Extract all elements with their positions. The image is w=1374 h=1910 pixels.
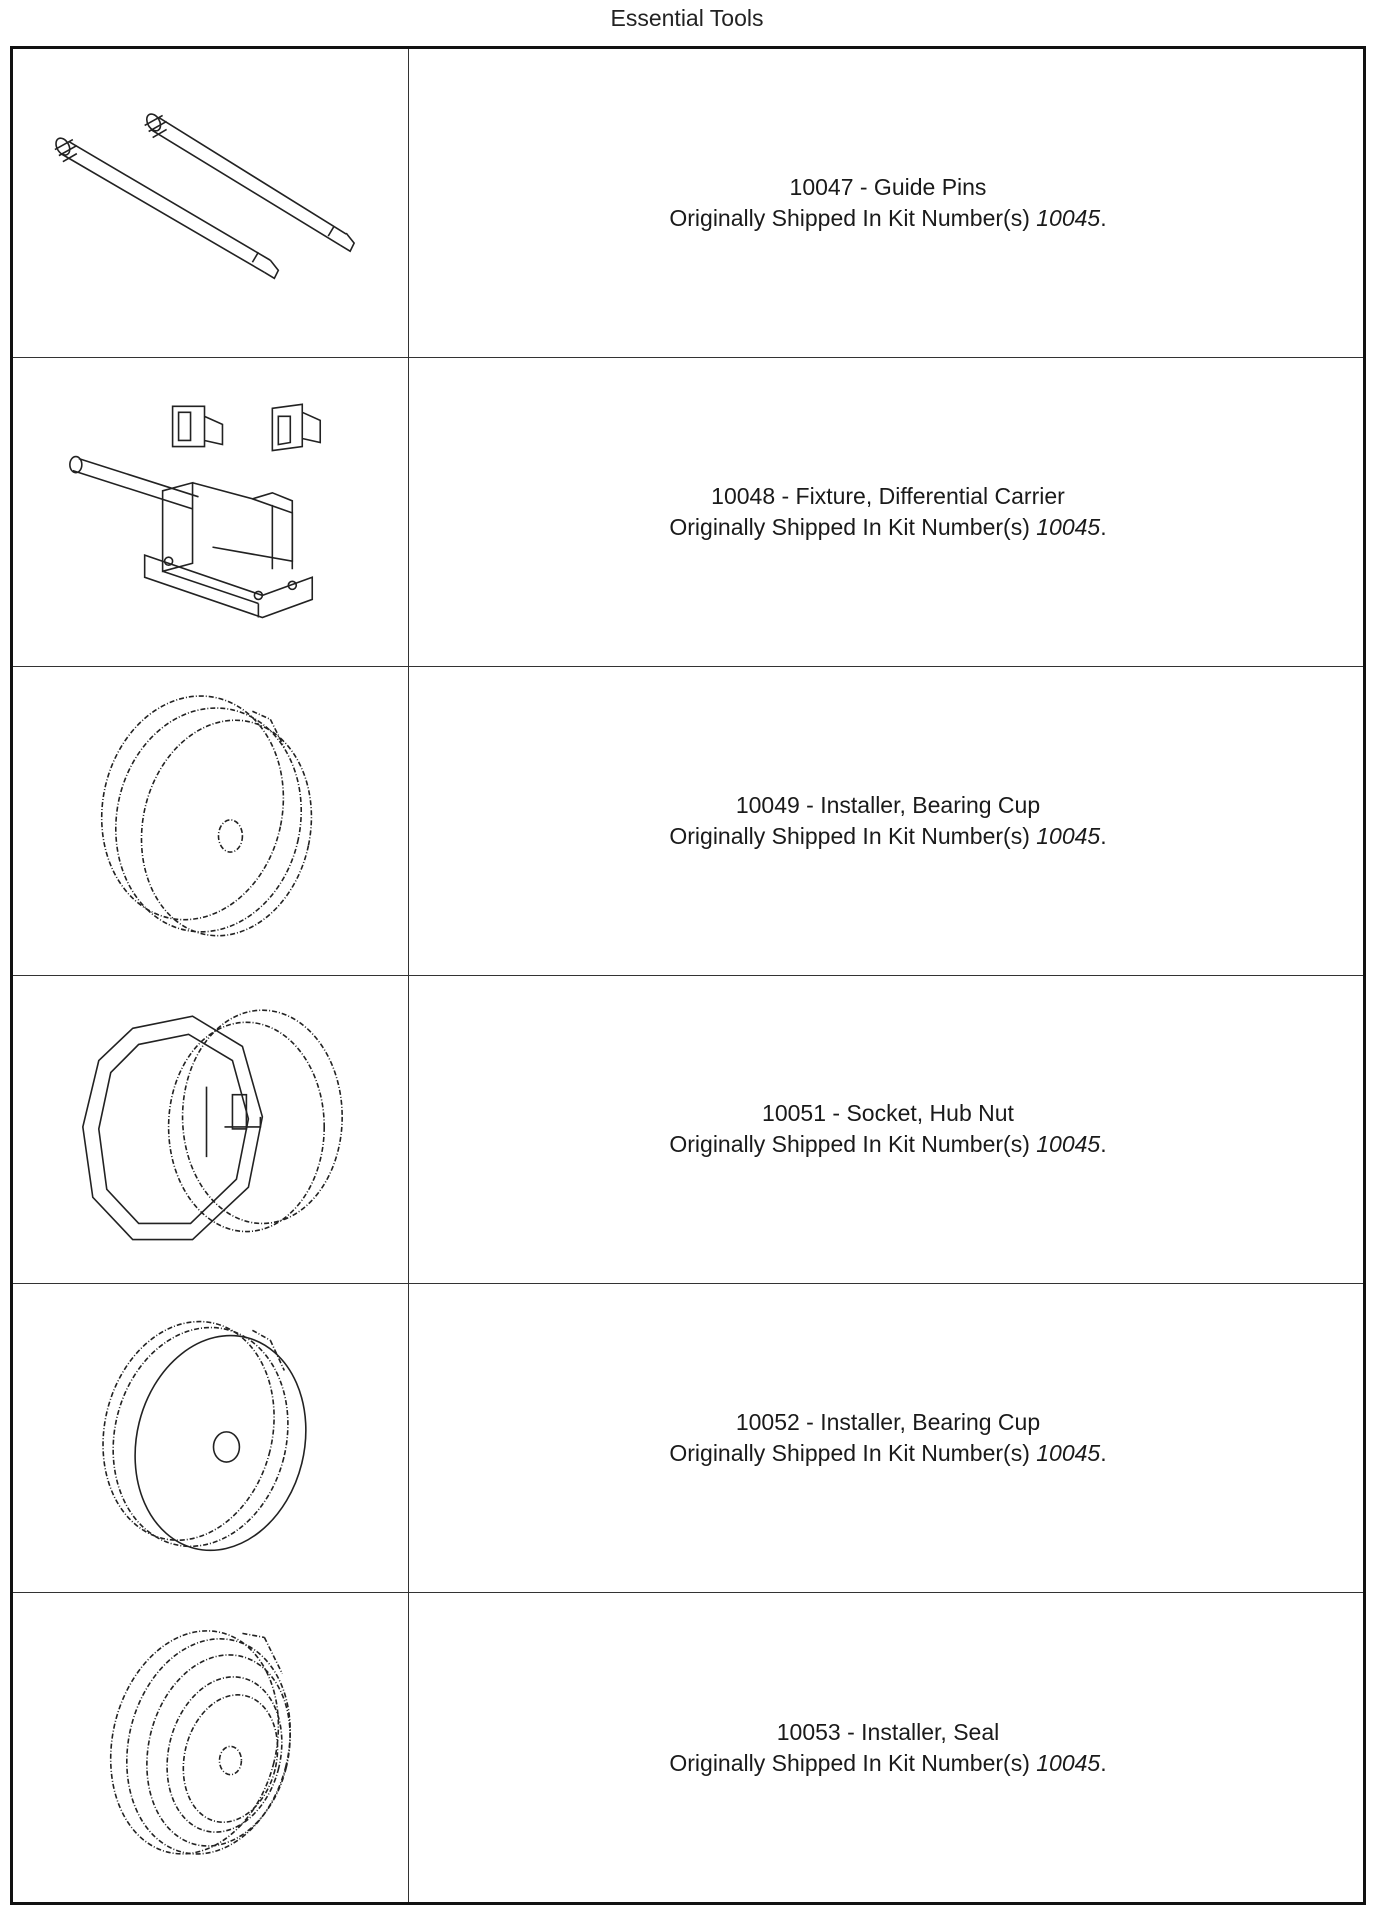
tool-description-cell [409,1284,1363,1593]
tool-description-cell [409,976,1363,1285]
period: . [1100,1749,1107,1776]
tool-description [669,172,1106,234]
kit-number: 10045 [1036,1131,1101,1158]
bearing-cup-installer-illustration [13,1284,408,1592]
period: . [1100,1440,1107,1467]
shipped-in-label: Originally Shipped In Kit Number(s) [669,822,1037,849]
shipped-in-label: Originally Shipped In Kit Number(s) [669,1440,1037,1467]
guide-pins-illustration [13,49,408,357]
shipped-in-label: Originally Shipped In Kit Number(s) [669,204,1037,231]
tool-description [669,1407,1106,1469]
bearing-cup-installer-illustration [13,667,408,975]
shipped-in-kit-line [669,1748,1106,1779]
tool-description [669,1717,1106,1779]
period: . [1100,204,1107,231]
hub-nut-socket-illustration [13,976,408,1284]
tool-image-cell [13,1284,409,1593]
tool-image-cell [13,667,409,976]
fixture-illustration [13,358,408,666]
period: . [1100,1131,1107,1158]
tool-description [669,1098,1106,1160]
tool-name: 10049 - Installer, Bearing Cup [735,791,1041,818]
shipped-in-label: Originally Shipped In Kit Number(s) [669,1131,1037,1158]
kit-number: 10045 [1036,204,1101,231]
tool-description [669,790,1106,852]
shipped-in-label: Originally Shipped In Kit Number(s) [669,513,1037,540]
tool-name: 10048 - Fixture, Differential Carrier [711,482,1065,509]
tool-name: 10047 - Guide Pins [789,173,987,200]
tool-image-cell [13,358,409,667]
page-title: Essential Tools [610,5,764,31]
shipped-in-kit-line [669,1438,1106,1469]
tool-image-cell [13,976,409,1285]
tool-description-cell [409,49,1363,358]
period: . [1100,822,1107,849]
seal-installer-illustration [13,1593,408,1902]
tool-name: 10051 - Socket, Hub Nut [762,1100,1014,1127]
kit-number: 10045 [1036,513,1101,540]
tool-name: 10052 - Installer, Bearing Cup [735,1409,1041,1436]
shipped-in-kit-line [669,821,1106,852]
kit-number: 10045 [1036,822,1101,849]
shipped-in-kit-line [669,1129,1106,1160]
kit-number: 10045 [1036,1440,1101,1467]
period: . [1100,513,1107,540]
tool-image-cell [13,49,409,358]
tool-description [669,481,1106,543]
tool-description-cell [409,358,1363,667]
shipped-in-label: Originally Shipped In Kit Number(s) [669,1749,1037,1776]
tool-image-cell [13,1593,409,1902]
shipped-in-kit-line [669,512,1106,543]
tool-description-cell [409,667,1363,976]
tool-name: 10053 - Installer, Seal [776,1718,1000,1745]
shipped-in-kit-line [669,203,1106,234]
kit-number: 10045 [1036,1749,1101,1776]
essential-tools-table [10,46,1366,1905]
tool-description-cell [409,1593,1363,1902]
